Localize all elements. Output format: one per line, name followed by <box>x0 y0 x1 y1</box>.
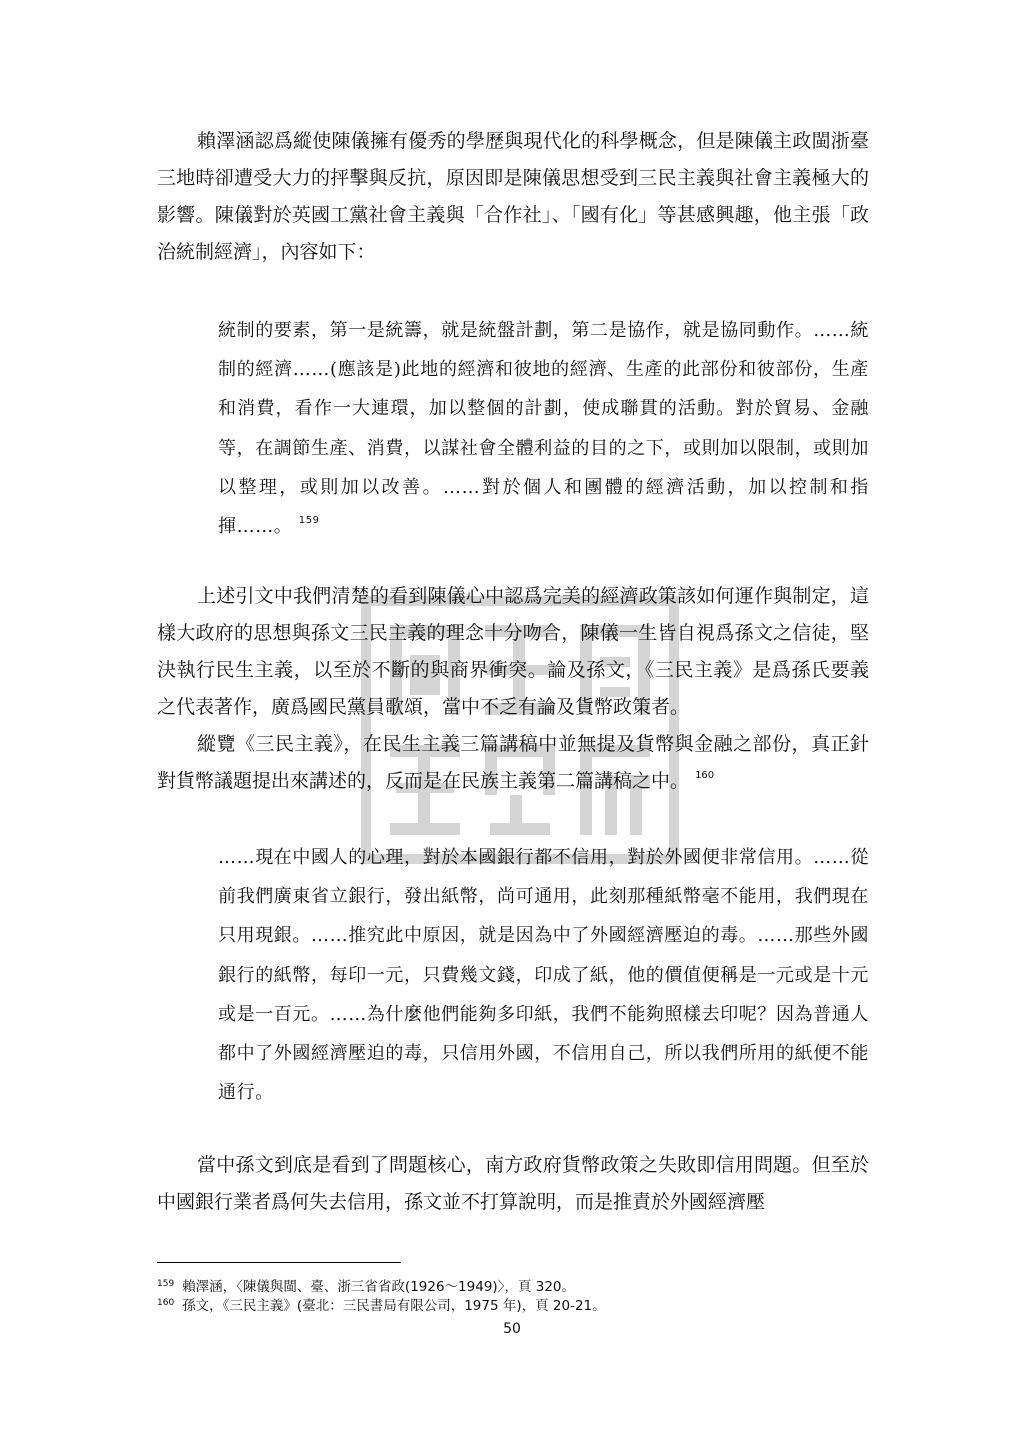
body-paragraph-1 <box>157 123 869 271</box>
footnote-160 <box>157 1295 869 1315</box>
page-number: 50 <box>503 1321 521 1337</box>
footnote-159 <box>157 1276 869 1296</box>
body-paragraph-3 <box>157 726 869 800</box>
footnote-text: 孫文，《三民主義》(臺北：三民書局有限公司，1975 年)，頁 20-21。 <box>182 1298 606 1314</box>
block-quote-1 <box>218 311 869 546</box>
quote-text: ……現在中國人的心理，對於本國銀行都不信用，對於外國便非常信用。……從前我們廣東省立銀行，發出紙幣，尚可通用，此刻那種紙幣毫不能用，我們現在只用現銀。……推究此中原因，就是因為中了外國經濟壓迫的毒。……那些外國銀行的紙幣，每印一元，只費幾文錢，印成了紙，他的價值便稱是一元或是十元或是一百元。……為什麼他們能夠多印紙，我們不能夠照樣去印呢？因為普通人都中了外國經濟壓迫的毒，只信用外國，不信用自己，所以我們所用的紙便不能通行。 <box>218 847 869 1104</box>
footnote-number: 159 <box>157 1279 175 1289</box>
footnote-text: 賴澤涵，〈陳儀與閩、臺、浙三省省政(1926～1949)〉，頁 320。 <box>182 1279 575 1295</box>
footnote-separator <box>157 1262 401 1263</box>
footnote-ref-160[interactable]: 160 <box>695 770 715 781</box>
block-quote-2 <box>218 838 869 1112</box>
paragraph-text: 當中孫文到底是看到了問題核心，南方政府貨幣政策之失敗即信用問題。但至於中國銀行業者爲何失去信用，孫文並不打算說明，而是推責於外國經濟壓 <box>157 1154 869 1213</box>
paragraph-text: 賴澤涵認爲縱使陳儀擁有優秀的學歷與現代化的科學概念，但是陳儀主政閩浙臺三地時卻遭受大力的抨擊與反抗，原因即是陳儀思想受到三民主義與社會主義極大的影響。陳儀對於英國工黨社會主義與「合作社」、「國有化」等甚感興趣，他主張「政治統制經濟」，內容如下： <box>157 130 869 263</box>
footnote-number: 160 <box>157 1298 175 1308</box>
paragraph-text: 縱覽《三民主義》，在民生主義三篇講稿中並無提及貨幣與金融之部份，真正針對貨幣議題提出來講述的，反而是在民族主義第二篇講稿之中。 <box>157 733 869 792</box>
body-paragraph-4 <box>157 1147 869 1221</box>
body-paragraph-2 <box>157 578 869 726</box>
paragraph-text: 上述引文中我們清楚的看到陳儀心中認爲完美的經濟政策該如何運作與制定，這樣大政府的思想與孫文三民主義的理念十分吻合，陳儀一生皆自視爲孫文之信徒，堅決執行民生主義，以至於不斷的與商界衝突。論及孫文，《三民主義》是爲孫氏要義之代表著作，廣爲國民黨員歌頌，當中不乏有論及貨幣政策者。 <box>157 585 869 718</box>
footnote-ref-159[interactable]: 159 <box>298 515 320 527</box>
quote-text: 統制的要素，第一是統籌，就是統盤計劃，第二是協作，就是協同動作。……統制的經濟……(應該是)此地的經濟和彼地的經濟、生產的此部份和彼部份，生產和消費，看作一大連環，加以整個的計劃，使成聯貫的活動。對於貿易、金融等，在調節生產、消費，以謀社會全體利益的目的之下，或則加以限制，或則加以整理，或則加以改善。……對於個人和團體的經濟活動，加以控制和指揮……。 <box>218 320 869 538</box>
